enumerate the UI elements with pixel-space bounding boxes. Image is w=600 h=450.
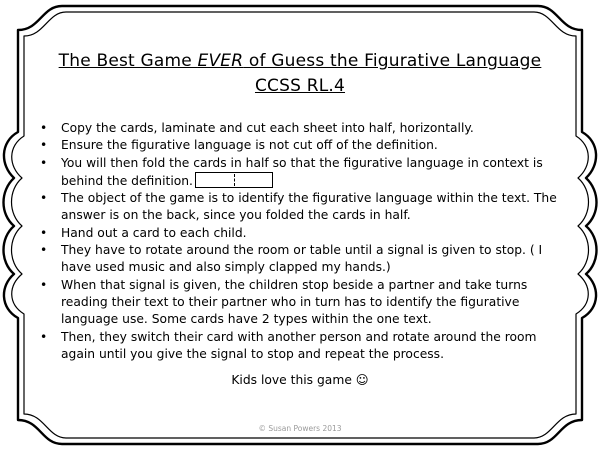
title-text-start: The Best Game <box>58 51 198 71</box>
list-item <box>40 242 560 277</box>
title-text-end: of Guess the Figurative Language <box>243 51 542 71</box>
list-item <box>40 329 560 364</box>
list-item <box>40 137 560 154</box>
list-item <box>40 277 560 329</box>
list-item-text: They have to rotate around the room or table until a signal is given to stop. ( I have used music and also simply clapped my hands.) <box>61 243 543 275</box>
list-item-text: When that signal is given, the children stop beside a partner and take turns reading their text to their partner who in turn has to identify the figurative language use. Some cards have 2 types within the one text. <box>61 277 528 327</box>
closing-line: Kids love this game ☺ <box>231 373 369 387</box>
list-item-text: Ensure the figurative language is not cut off of the definition. <box>61 138 438 153</box>
list-item-text: Hand out a card to each child. <box>61 225 247 240</box>
list-item-text: Then, they switch their card with another person and rotate around the room again until you give the signal to stop and repeat the process. <box>61 329 537 361</box>
list-item <box>40 225 560 242</box>
list-item <box>40 155 560 191</box>
copyright-notice: © Susan Powers 2013 <box>258 424 342 433</box>
instruction-list <box>40 120 560 363</box>
list-item-text: The object of the game is to identify the figurative language within the text. The answer is on the back, since you folded the cards in half. <box>61 191 557 223</box>
list-item <box>40 190 560 225</box>
list-item-text: You will then fold the cards in half so that the figurative language in context is behind the definition. <box>61 155 543 188</box>
standard-code: CCSS RL.4 <box>254 76 346 96</box>
folded-card-diagram <box>195 172 273 188</box>
document-title <box>0 51 600 71</box>
list-item <box>40 120 560 137</box>
list-item-text: Copy the cards, laminate and cut each sheet into half, horizontally. <box>61 121 474 135</box>
title-emphasis: EVER <box>197 51 244 71</box>
